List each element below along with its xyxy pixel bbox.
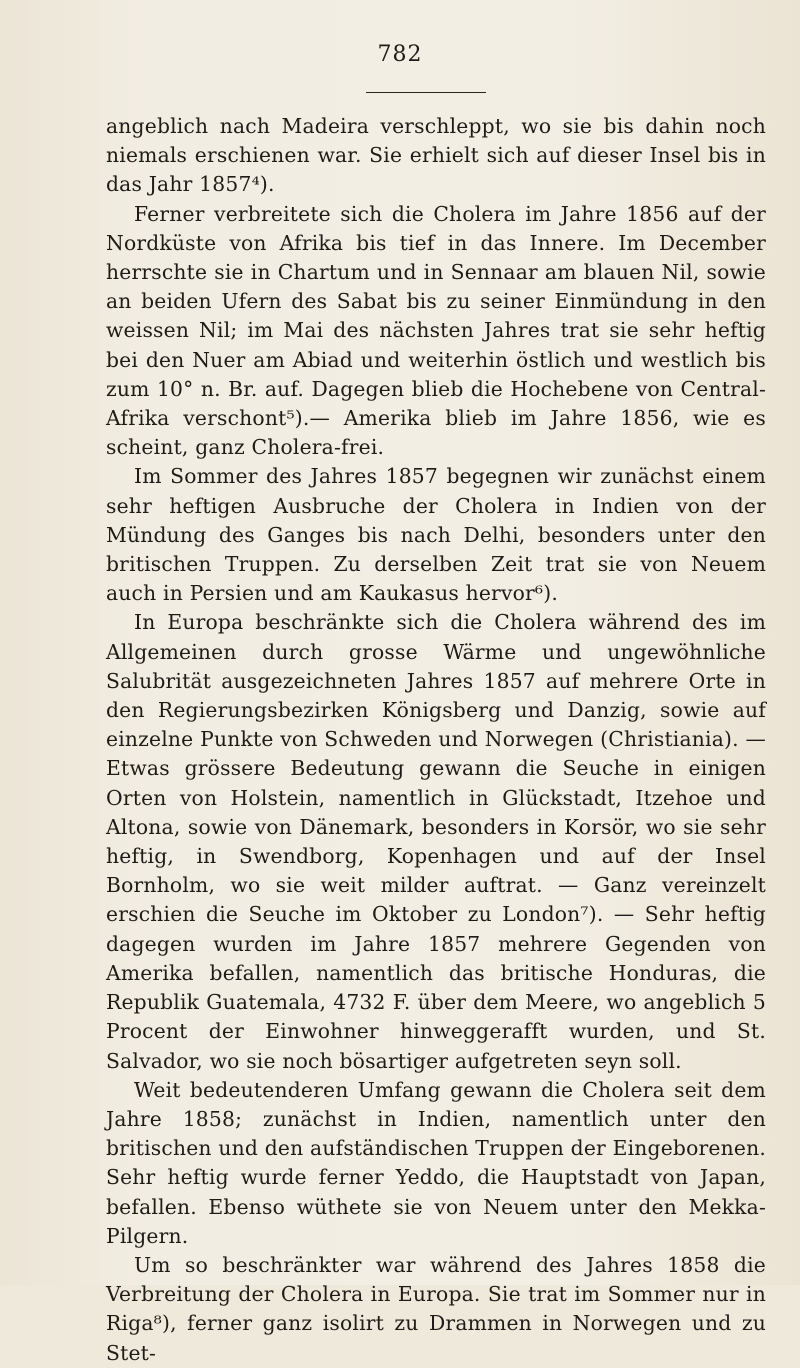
paragraph-europe-1858: Um so beschränkter war während des Jahres 1858 die Verbreitung der Cholera in Europa. Sie trat im Sommer nur in Riga⁸), ferner ganz isolirt zu Drammen in Norwegen und zu Stet- [106,1252,766,1365]
body-text [106,112,766,1368]
paragraph-europe-1857: In Europa beschränkte sich die Cholera während des im Allgemeinen durch grosse Wärme und ungewöhnliche Salubrität ausgezeichneten Jahres 1857 auf mehrere Orte in den Regierungsbezirken Königsberg und Danzig, sowie auf einzelne Punkte von Schweden und Norwegen (Christiania). — Etwas grössere Bedeutung gewann die Seuche in einigen Orten von Holstein, namentlich in Glückstadt, Itzehoe und Altona, sowie von Dänemark, besonders in Korsör, wo sie sehr heftig, in Swendborg, Kopenhagen und auf der Insel Bornholm, wo sie weit milder auftrat. — Ganz vereinzelt erschien die Seuche im Oktober zu London⁷). — Sehr heftig dagegen wurden im Jahre 1857 mehrere Gegenden von Amerika befallen, namentlich das britische Honduras, die Republik Guatemala, 4732 F. über dem Meere, wo angeblich 5 Procent der Einwohner hinweggerafft wurden, und St. Salvador, wo sie noch bösartiger aufgetreten seyn soll. [106,610,766,1073]
paragraph-india-1857: Im Sommer des Jahres 1857 begegnen wir zunächst einem sehr heftigen Ausbruche der Cholera in Indien von der Mündung des Ganges bis nach Delhi, besonders unter den britischen Truppen. Zu derselben Zeit trat sie von Neuem auch in Persien und am Kaukasus hervor⁶). [106,464,766,606]
page-number-rule [366,92,486,93]
page-number: 782 [377,42,423,67]
paragraph-1858: Weit bedeutenderen Umfang gewann die Cholera seit dem Jahre 1858; zunächst in Indien, namentlich unter den britischen und den aufständischen Truppen der Eingeborenen. Sehr heftig wurde ferner Yeddo, die Hauptstadt von Japan, befallen. Ebenso wüthete sie von Neuem unter den Mekka-Pilgern. [106,1077,766,1248]
paragraph-africa: Ferner verbreitete sich die Cholera im Jahre 1856 auf der Nordküste von Afrika bis tief in das Innere. Im December herrschte sie in Chartum und in Sennaar am blauen Nil, sowie an beiden Ufern des Sabat bis zu seiner Einmündung in den weissen Nil; im Mai des nächsten Jahres trat sie sehr heftig bei den Nuer am Abiad und weiterhin östlich und westlich bis zum 10° n. Br. auf. Dagegen blieb die Hochebene von Central-Afrika verschont⁵).— Amerika blieb im Jahre 1856, wie es scheint, ganz Cholera-frei. [106,201,766,460]
paragraph-madeira: angeblich nach Madeira verschleppt, wo sie bis dahin noch niemals erschienen war. Sie erhielt sich auf dieser Insel bis in das Jahr 1857⁴). [106,114,766,197]
